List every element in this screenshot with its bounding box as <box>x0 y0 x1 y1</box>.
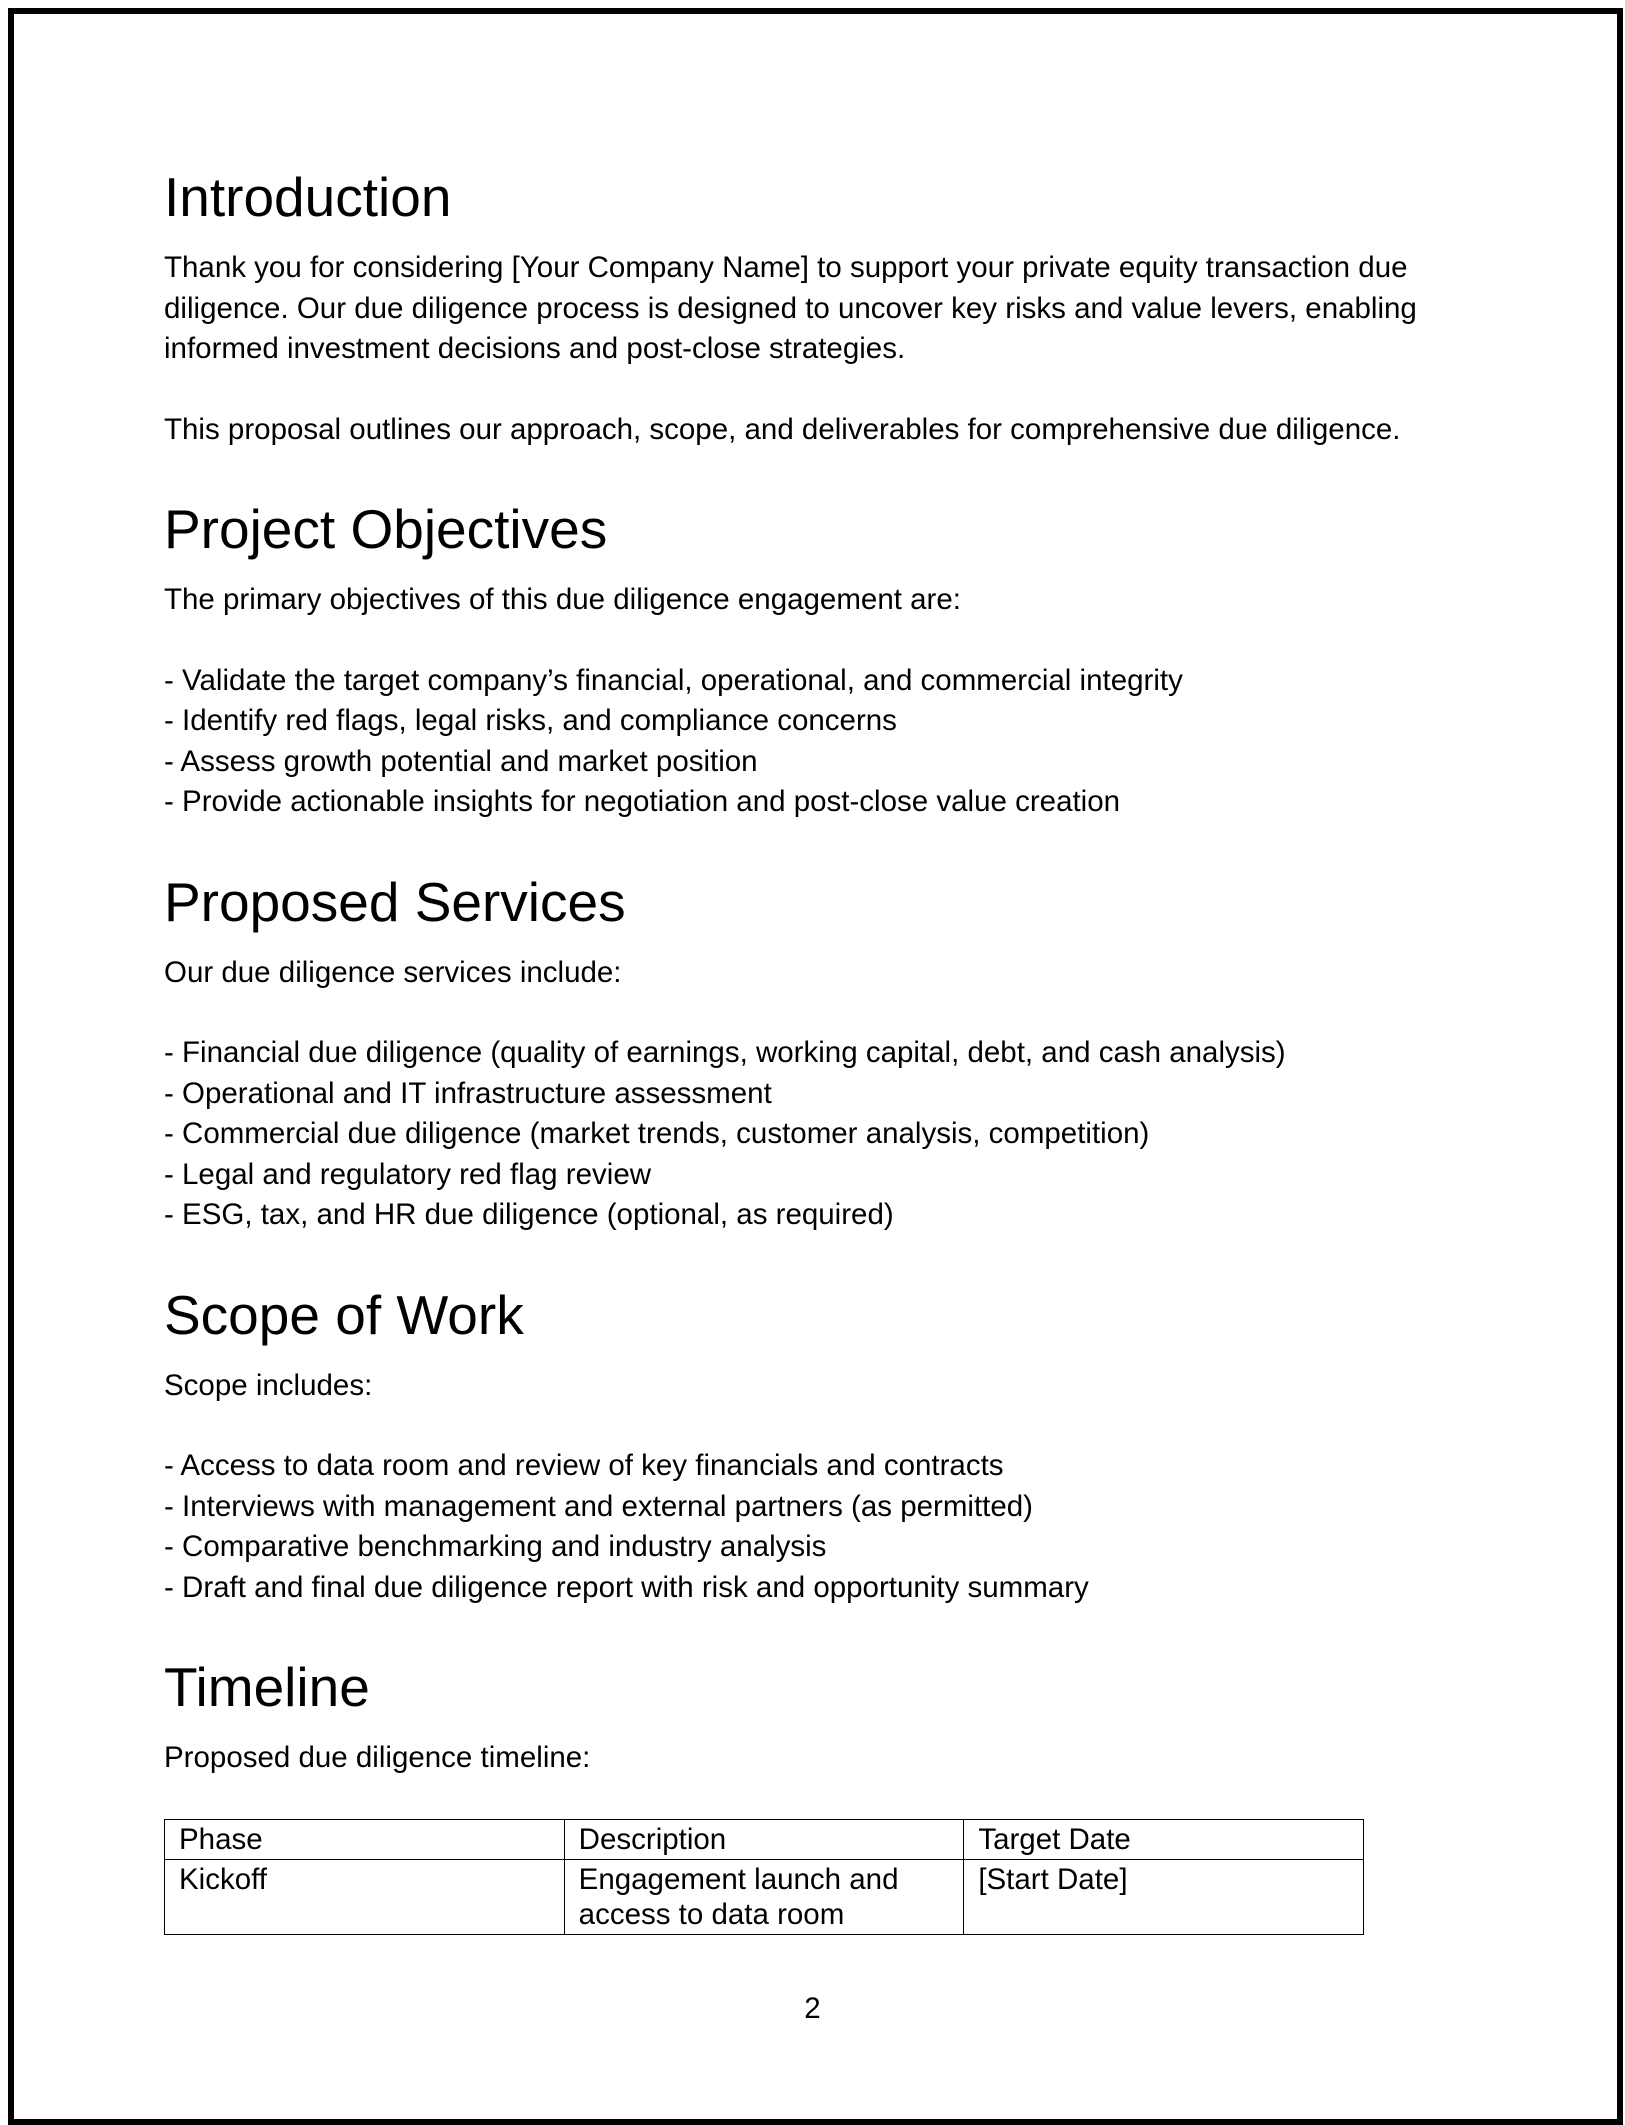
section-services <box>164 865 1484 1236</box>
page-number: 2 <box>804 1992 821 2025</box>
column-header-description: Description <box>564 1819 964 1859</box>
section-timeline <box>164 1650 1484 1935</box>
table-cell: Engagement launch and access to data room <box>564 1859 964 1934</box>
list-item: - Assess growth potential and market position <box>164 744 758 778</box>
list-item: - Legal and regulatory red flag review <box>164 1157 652 1191</box>
section-scope <box>164 1278 1484 1609</box>
table-header-row <box>165 1819 1364 1859</box>
list-item: - Validate the target company’s financial, operational, and commercial integrity <box>164 663 1183 697</box>
services-list <box>164 1033 1484 1236</box>
services-intro: Our due diligence services include: <box>164 955 622 989</box>
column-header-phase: Phase <box>165 1819 565 1859</box>
column-header-target-date: Target Date <box>964 1819 1364 1859</box>
introduction-paragraph-2: This proposal outlines our approach, scope, and deliverables for comprehensive due diligence. <box>164 412 1401 446</box>
document-body <box>164 160 1484 1935</box>
list-item: - Access to data room and review of key financials and contracts <box>164 1449 1004 1482</box>
scope-list <box>164 1446 1484 1608</box>
list-item: - Financial due diligence (quality of earnings, working capital, debt, and cash analysis) <box>164 1036 1286 1069</box>
list-item: - Interviews with management and external partners (as permitted) <box>164 1489 1033 1523</box>
list-item: - Identify red flags, legal risks, and compliance concerns <box>164 704 897 737</box>
section-introduction <box>164 160 1484 450</box>
section-objectives <box>164 492 1484 823</box>
scope-intro: Scope includes: <box>164 1368 373 1402</box>
heading-timeline: Timeline <box>164 1656 370 1718</box>
heading-project-objectives: Project Objectives <box>164 498 608 560</box>
objectives-intro: The primary objectives of this due diligence engagement are: <box>164 583 961 616</box>
table-cell: Kickoff <box>165 1859 565 1934</box>
list-item: - Provide actionable insights for negotiation and post-close value creation <box>164 785 1121 818</box>
heading-introduction: Introduction <box>164 166 452 228</box>
list-item: - Operational and IT infrastructure assessment <box>164 1076 772 1110</box>
introduction-paragraph-1: Thank you for considering [Your Company Name] to support your private equity transaction due diligence. Our due diligence process is designed to uncover key risks and value levers, enabling informed investment decisions and post-close strategies. <box>164 251 1417 365</box>
list-item: - Comparative benchmarking and industry analysis <box>164 1530 827 1563</box>
heading-scope-of-work: Scope of Work <box>164 1283 524 1346</box>
timeline-intro: Proposed due diligence timeline: <box>164 1741 591 1774</box>
timeline-table <box>164 1819 1364 1935</box>
list-item: - Commercial due diligence (market trends, customer analysis, competition) <box>164 1117 1150 1150</box>
list-item: - Draft and final due diligence report with risk and opportunity summary <box>164 1570 1089 1604</box>
list-item: - ESG, tax, and HR due diligence (optional, as required) <box>164 1198 894 1231</box>
objectives-list <box>164 661 1484 823</box>
heading-proposed-services: Proposed Services <box>164 870 626 933</box>
table-row <box>165 1859 1364 1934</box>
table-cell: [Start Date] <box>964 1859 1364 1934</box>
